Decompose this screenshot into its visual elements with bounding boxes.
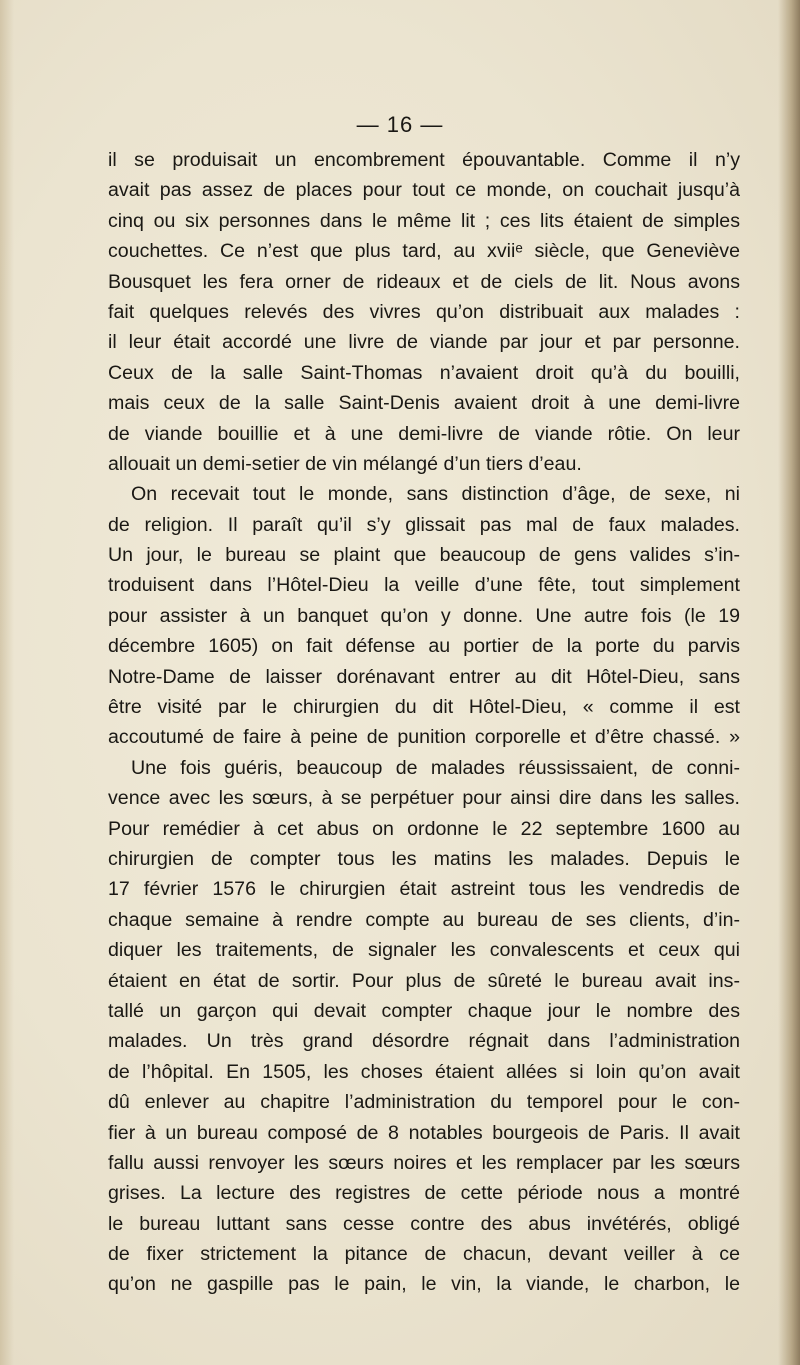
- text-line: chirurgien de compter tous les matins les malades. Depuis le: [108, 847, 740, 870]
- text-line: couchettes. Ce n’est que plus tard, au xviiᵉ siècle, que Geneviève: [108, 240, 740, 263]
- text-line: chaque semaine à rendre compte au bureau de ses clients, d’in-: [108, 908, 740, 931]
- text-line: pour assister à un banquet qu’on y donne. Une autre fois (le 19: [108, 604, 740, 627]
- text-line: tallé un garçon qui devait compter chaque jour le nombre des: [108, 999, 740, 1022]
- text-line: diquer les traitements, de signaler les convalescents et ceux qui: [108, 939, 740, 962]
- text-line: accoutumé de faire à peine de punition corporelle et d’être chassé. »: [108, 726, 740, 749]
- text-line: vence avec les sœurs, à se perpétuer pour ainsi dire dans les salles.: [108, 787, 740, 810]
- text-line: troduisent dans l’Hôtel-Dieu la veille d’une fête, tout simplement: [108, 574, 740, 597]
- page-left-edge: [0, 0, 14, 1365]
- text-line: fallu aussi renvoyer les sœurs noires et les remplacer par les sœurs: [108, 1151, 740, 1174]
- text-line: Ceux de la salle Saint-Thomas n’avaient droit qu’à du bouilli,: [108, 361, 740, 384]
- text-line: mais ceux de la salle Saint-Denis avaient droit à une demi-livre: [108, 392, 740, 415]
- text-line: Pour remédier à cet abus on ordonne le 22 septembre 1600 au: [108, 817, 740, 840]
- text-line: être visité par le chirurgien du dit Hôtel-Dieu, « comme il est: [108, 696, 740, 719]
- text-line: le bureau luttant sans cesse contre des abus invétérés, obligé: [108, 1212, 740, 1235]
- text-line: de fixer strictement la pitance de chacun, devant veiller à ce: [108, 1243, 740, 1266]
- text-line: fait quelques relevés des vivres qu’on distribuait aux malades :: [108, 300, 740, 323]
- text-line: fier à un bureau composé de 8 notables bourgeois de Paris. Il avait: [108, 1121, 740, 1144]
- text-line: il leur était accordé une livre de viande par jour et par personne.: [108, 331, 740, 354]
- text-line: Un jour, le bureau se plaint que beaucoup de gens valides s’in-: [108, 544, 740, 567]
- text-line: Notre-Dame de laisser dorénavant entrer au dit Hôtel-Dieu, sans: [108, 665, 740, 688]
- text-line: malades. Un très grand désordre régnait dans l’administration: [108, 1030, 740, 1053]
- page-number: — 16 —: [356, 112, 444, 137]
- text-line: étaient en état de sortir. Pour plus de sûreté le bureau avait ins-: [108, 969, 740, 992]
- text-line: avait pas assez de places pour tout ce monde, on couchait jusqu’à: [108, 179, 740, 202]
- body-text: [108, 145, 740, 1300]
- text-line: grises. La lecture des registres de cette période nous a montré: [108, 1182, 740, 1205]
- text-line: de l’hôpital. En 1505, les choses étaient allées si loin qu’on avait: [108, 1060, 740, 1083]
- text-line: Bousquet les fera orner de rideaux et de ciels de lit. Nous avons: [108, 270, 740, 293]
- text-line: 17 février 1576 le chirurgien était astreint tous les vendredis de: [108, 878, 740, 901]
- text-line: On recevait tout le monde, sans distinction d’âge, de sexe, ni: [131, 483, 740, 506]
- text-line: de viande bouillie et à une demi-livre de viande rôtie. On leur: [108, 422, 740, 445]
- text-line: Une fois guéris, beaucoup de malades réussissaient, de conni-: [131, 756, 740, 779]
- text-line: allouait un demi-setier de vin mélangé d’un tiers d’eau.: [108, 452, 582, 475]
- text-line: cinq ou six personnes dans le même lit ; ces lits étaient de simples: [108, 209, 740, 232]
- text-line: dû enlever au chapitre l’administration du temporel pour le con-: [108, 1091, 740, 1114]
- text-line: il se produisait un encombrement épouvantable. Comme il n’y: [108, 149, 740, 171]
- text-line: décembre 1605) on fait défense au portier de la porte du parvis: [108, 635, 740, 658]
- page-right-edge-shadow: [778, 0, 800, 1365]
- text-line: de religion. Il paraît qu’il s’y glissait pas mal de faux malades.: [108, 513, 740, 536]
- text-line: qu’on ne gaspille pas le pain, le vin, la viande, le charbon, le: [108, 1273, 740, 1296]
